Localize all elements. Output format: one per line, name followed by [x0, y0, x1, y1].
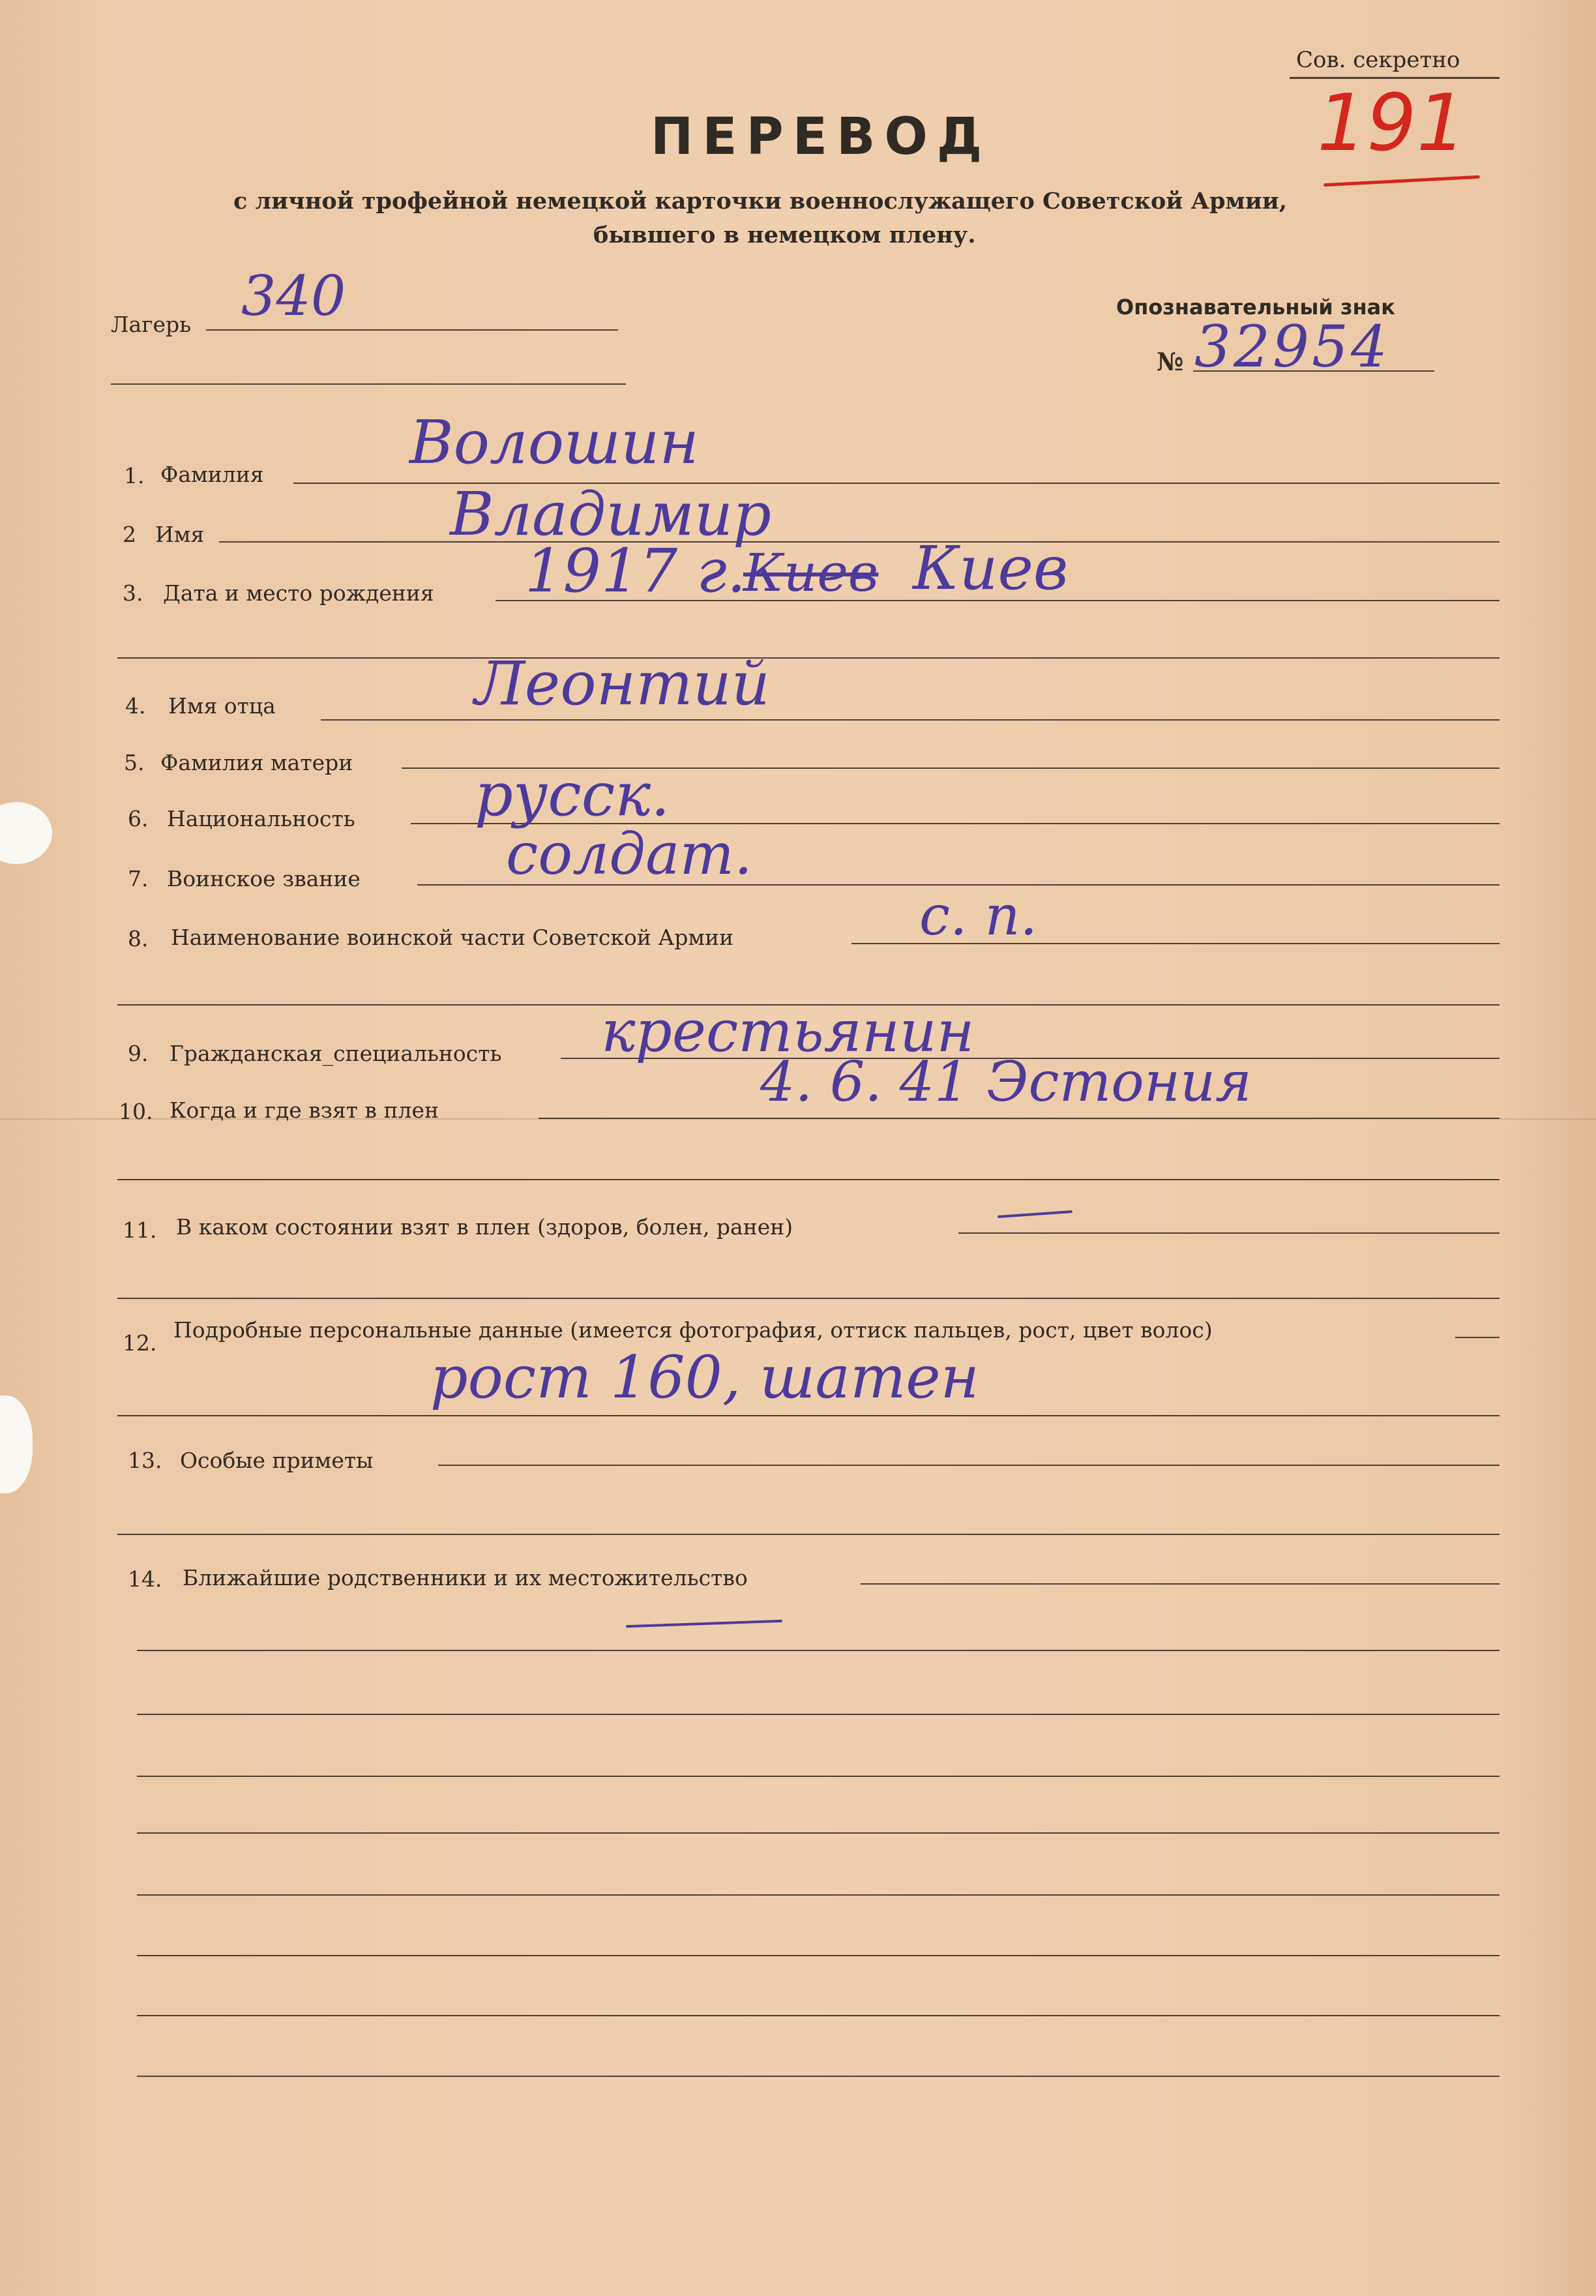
field-10-number: 10.	[119, 1099, 153, 1124]
field-11-number: 11.	[123, 1217, 157, 1243]
field-8-value: с. п.	[919, 884, 1038, 947]
field-3-number: 3.	[123, 580, 143, 606]
field-11-line-2	[117, 1298, 1500, 1299]
field-3-date: 1917 г.	[525, 536, 746, 606]
blank-line	[137, 1832, 1500, 1834]
camp-line	[206, 329, 618, 331]
field-3-label: Дата и место рождения	[163, 580, 434, 606]
field-8-label: Наименование воинской части Советской Армии	[171, 925, 734, 950]
blank-line	[137, 1650, 1500, 1651]
field-12-value: рост 160, шатен	[430, 1343, 979, 1412]
field-2-label: Имя	[155, 522, 205, 547]
field-5-label: Фамилия матери	[160, 750, 353, 775]
blank-line	[137, 2076, 1500, 2077]
field-12-line-2	[117, 1415, 1500, 1416]
field-10-line	[539, 1118, 1500, 1119]
field-14-line	[861, 1583, 1500, 1585]
field-13-line	[438, 1465, 1500, 1466]
field-9-value: крестьянин	[601, 998, 975, 1065]
field-10-value: 4. 6. 41 Эстония	[760, 1050, 1252, 1114]
field-7-value: солдат.	[506, 820, 752, 887]
subtitle-line-1: с личной трофейной немецкой карточки военнослужащего Советской Армии,	[233, 188, 1288, 215]
classification-label: Сов. секретно	[1296, 47, 1460, 73]
field-9-label: Гражданская_специальность	[170, 1041, 502, 1066]
id-tag-prefix: №	[1157, 347, 1184, 376]
blank-line	[137, 1894, 1500, 1896]
field-4-line	[321, 719, 1500, 721]
blank-line	[137, 1955, 1500, 1956]
camp-value: 340	[241, 264, 346, 328]
field-7-label: Воинское звание	[167, 866, 361, 891]
id-tag-value: 32954	[1194, 313, 1390, 380]
field-11-line	[958, 1232, 1500, 1234]
camp-label: Лагерь	[111, 312, 192, 337]
field-8-number: 8.	[128, 926, 149, 951]
field-12-number: 12.	[123, 1330, 157, 1356]
field-4-number: 4.	[125, 693, 146, 719]
field-4-label: Имя отца	[168, 693, 276, 719]
field-11-label: В каком состоянии взят в плен (здоров, болен, ранен)	[176, 1214, 793, 1240]
field-4-value: Леонтий	[475, 649, 770, 719]
subtitle-line-2: бывшего в немецком плену.	[593, 222, 976, 248]
field-3-struck-place: Киев	[743, 543, 879, 603]
field-2-number: 2	[123, 522, 136, 547]
registry-number: 191	[1317, 78, 1467, 169]
field-13-label: Особые приметы	[180, 1448, 374, 1473]
field-3-place: Киев	[913, 533, 1069, 603]
field-6-value: русск.	[475, 760, 670, 829]
field-5-number: 5.	[124, 750, 145, 775]
blank-line	[137, 2015, 1500, 2016]
field-6-number: 6.	[128, 806, 149, 831]
field-13-line-2	[117, 1534, 1500, 1535]
field-14-number: 14.	[128, 1566, 162, 1592]
field-1-value: Волошин	[409, 408, 699, 477]
field-7-number: 7.	[128, 866, 149, 891]
page-title: ПЕРЕВОД	[651, 108, 992, 166]
field-10-label: Когда и где взят в плен	[170, 1097, 439, 1123]
blank-line	[137, 1776, 1500, 1777]
field-10-line-2	[117, 1179, 1500, 1180]
field-2-value: Владимир	[450, 479, 772, 549]
field-12-line	[1455, 1337, 1500, 1338]
field-9-number: 9.	[128, 1041, 149, 1066]
camp-line-2	[111, 383, 626, 385]
field-1-label: Фамилия	[160, 462, 264, 487]
field-3-line-2	[117, 657, 1500, 659]
field-13-number: 13.	[128, 1448, 162, 1473]
field-12-label: Подробные персональные данные (имеется фотография, оттиск пальцев, рост, цвет волос)	[173, 1317, 1213, 1343]
blank-line	[137, 1714, 1500, 1715]
field-14-label: Ближайшие родственники и их местожительство	[183, 1565, 748, 1590]
field-6-label: Национальность	[167, 806, 355, 831]
id-tag-label: Опознавательный знак	[1116, 295, 1395, 320]
field-1-number: 1.	[124, 463, 145, 488]
